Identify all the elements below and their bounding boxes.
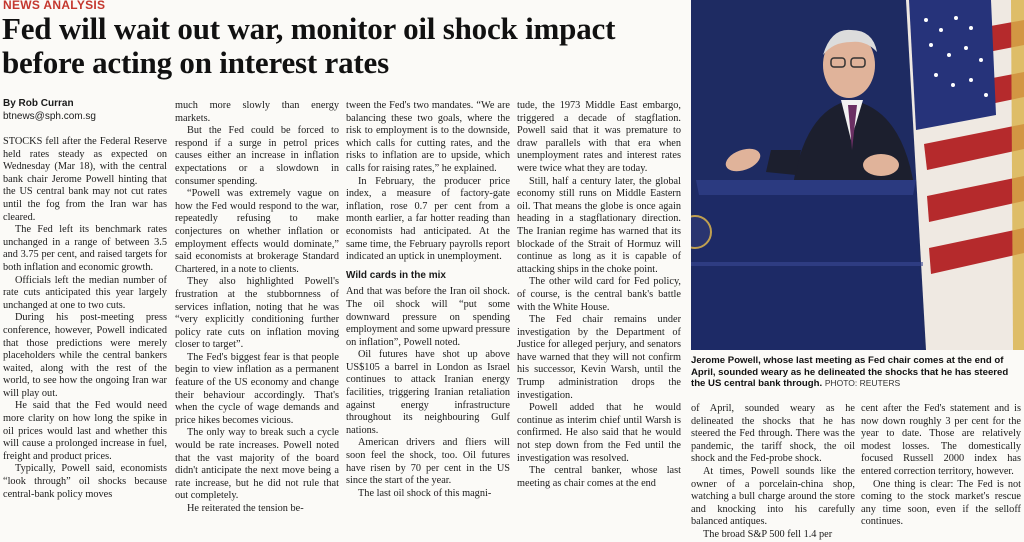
paragraph: Officials left the median number of rate cuts anticipated this year largely unchanged at one to two cuts.	[3, 274, 167, 311]
paragraph: Still, half a century later, the global economy still runs on Middle Eastern oil. That means the globe is once again heading in a stagflationary direction. The Iranian regime has warned that its blockade of the Strait of Hormuz will continue as long as it is capable of attacking ships in the choke point.	[517, 175, 681, 275]
paragraph: STOCKS fell after the Federal Reserve held rates steady as expected on Wednesday (Mar 18), with the central bank chair Jerome Powell hinting that the US central bank may not cut rates until the fog from the Iran war has cleared.	[3, 136, 167, 223]
paragraph: American drivers and fliers will soon feel the shock, too. Oil futures have risen by 70 per cent in the US since the start of the year.	[346, 437, 510, 487]
subheading: Wild cards in the mix	[346, 269, 446, 281]
section-kicker: NEWS ANALYSIS	[3, 0, 106, 12]
paragraph: At times, Powell sounds like the owner of a porcelain-china shop, watching a bull charge around the store and knocking into his carefully balanced antiques.	[691, 465, 855, 528]
paragraph: The Fed chair remains under investigation by the Department of Justice for alleged perjury, and senators have warned that they will not confirm his successor, Kevin Warsh, until the Trump administration drops the investigation.	[517, 314, 681, 401]
body-column-5	[691, 403, 855, 542]
paragraph: In February, the producer price index, a measure of factory-gate inflation, rose 0.7 per cent from a month earlier, a far hotter reading than economists had anticipated. At the same time, the February payrolls report indicated an uptick in unemployment.	[346, 175, 510, 263]
body-column-2	[175, 100, 339, 516]
paragraph: tude, the 1973 Middle East embargo, triggered a decade of stagflation. Powell said that it was premature to draw parallels with that era when unemployment rates and interest rates were twice what they are today.	[517, 100, 681, 174]
caption-text: Jerome Powell, whose last meeting as Fed chair comes at the end of April, sounded weary as he delineated the shocks that he has steered the US central bank through.	[691, 355, 1009, 389]
paragraph: He said that the Fed would need more clarity on how long the spike in oil prices would last and whether this will cause a prolonged increase in fuel, freight and product prices.	[3, 400, 167, 462]
paragraph: And that was before the Iran oil shock. The oil shock will “put some downward pressure on spending employment and some upward pressure on inflation”, Powell noted.	[346, 286, 510, 348]
paragraph: Powell added that he would continue as interim chief until Warsh is confirmed. He also said that he would not step down from the Fed until the investigation was resolved.	[517, 402, 681, 464]
paragraph: The Fed's biggest fear is that people begin to view inflation as a permanent feature of the US economy and change their behaviour accordingly. That's when the cycle of wage demands and price hikes becomes vicious.	[175, 351, 339, 426]
paragraph: He reiterated the tension be-	[187, 503, 304, 514]
body-column-1	[3, 136, 167, 501]
photo-credit: PHOTO: REUTERS	[824, 378, 901, 388]
paragraph: The broad S&P 500 fell 1.4 per	[703, 528, 833, 540]
body-column-3	[346, 100, 510, 500]
paragraph: The last oil shock of this magni-	[358, 487, 492, 499]
byline: By Rob Curran	[3, 98, 74, 109]
paragraph: tween the Fed's two mandates. “We are balancing these two goals, where the risk to employment is to the downside, which calls for cutting rates, and the risks to inflation are to upside, which calls for raising rates,” he explained.	[346, 100, 510, 174]
paragraph: The central banker, whose last meeting as chair comes at the end	[517, 465, 681, 489]
paragraph: During his post-meeting press conference, however, Powell indicated that those predictions were merely placeholders while the central bankers waited, along with the rest of the world, to see how the ongoing Iran war will play out.	[3, 312, 167, 399]
paragraph: Typically, Powell said, economists “look through” oil shocks because central-bank policy moves	[3, 463, 167, 500]
paragraph: cent after the Fed's statement and is now down roughly 3 per cent for the year to date. Those are relatively modest losses. The domestically focused Russell 2000 index has entered correction territory, however.	[861, 403, 1021, 477]
headline: Fed will wait out war, monitor oil shock impact before acting on interest rates	[2, 11, 616, 80]
author-email: btnews@sph.com.sg	[3, 111, 96, 122]
paragraph: The other wild card for Fed policy, of course, is the central bank's battle with the White House.	[517, 276, 681, 313]
paragraph: The only way to break such a cycle would be rate increases. Powell noted that the vast majority of the board didn't anticipate the next move being a rate increase, but he did not rule that out completely.	[175, 427, 339, 502]
paragraph: One thing is clear: The Fed is not coming to the stock market's rescue any time soon, even if the selloff continues.	[861, 478, 1021, 528]
body-column-6	[861, 403, 1021, 529]
paragraph: “Powell was extremely vague on how the Fed would respond to the war, repeatedly refusing to make conjectures on whether inflation or employment effects would dominate,” said economists at brokerage Standard Chartered, in a note to clients.	[175, 188, 339, 275]
paragraph: They also highlighted Powell's frustration at the stubbornness of services inflation, noting that he was “very explicitly conditioning further policy rate cuts on inflation moving closer to target”.	[175, 276, 339, 351]
paragraph: Oil futures have shot up above US$105 a barrel in London as Israel continues to attack Iranian energy facilities, triggering Iranian retaliation against energy infrastructure throughout its neighbouring Gulf nations.	[346, 349, 510, 436]
photo-illustration	[691, 0, 1024, 350]
paragraph: of April, sounded weary as he delineated the shocks that he has steered the Fed through. There was the pandemic, the tariff shock, the oil shock and the Fed-probe shock.	[691, 403, 855, 465]
paragraph: The Fed left its benchmark rates unchanged in a range of between 3.5 and 3.75 per cent, and raised targets for both inflation and economic growth.	[3, 224, 167, 273]
news-photo	[691, 0, 1024, 350]
podium	[691, 180, 923, 350]
body-column-4	[517, 100, 681, 490]
flag-illustration	[906, 0, 1024, 350]
paragraph: But the Fed could be forced to respond if a surge in petrol prices causes either an increase in inflation expectations or a slowdown in consumer spending.	[175, 125, 339, 187]
paragraph: much more slowly than energy markets.	[175, 100, 339, 124]
photo-caption	[691, 355, 1024, 390]
